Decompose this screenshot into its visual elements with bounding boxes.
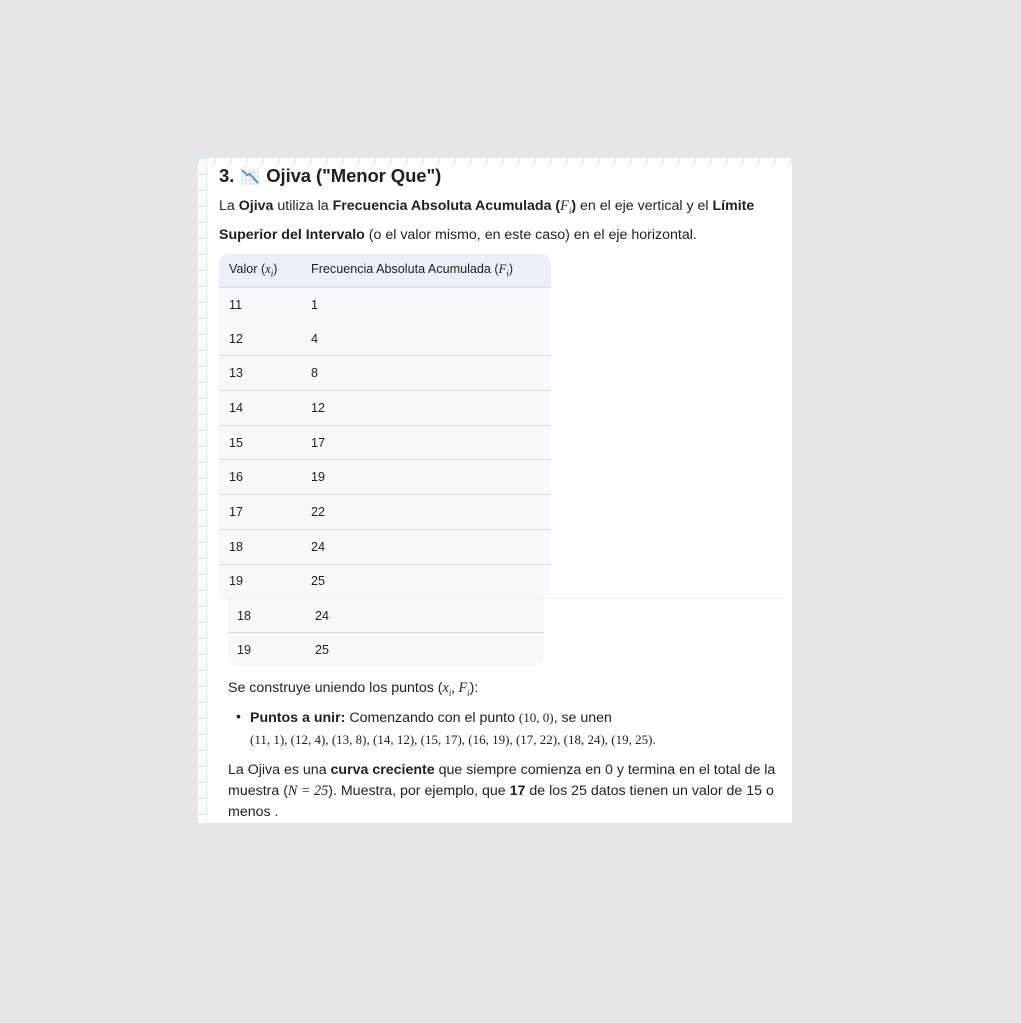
points-list: (11, 1), (12, 4), (13, 8), (14, 12), (15, 17), (16, 19), (17, 22), (18, 24), (19, 25). xyxy=(250,732,656,747)
cell-valor: 19 xyxy=(219,564,301,598)
table-row xyxy=(219,529,551,564)
cell-valor: 16 xyxy=(219,460,301,495)
cell-valor: 17 xyxy=(219,495,301,530)
column-header-frecuencia: Frecuencia Absoluta Acumulada $(F_i)$ xyxy=(301,254,551,288)
conclusion-paragraph: La Ojiva es una curva creciente que siempre comienza en 0 y termina en el total de la muestra (N = 25). Muestra, por ejemplo, que 17 de los 25 datos tienen un valor de 15 o menos . xyxy=(228,762,776,820)
cell-frecuencia: 19 xyxy=(301,460,551,495)
cell-frecuencia: 24 xyxy=(315,608,330,623)
table-row xyxy=(219,391,551,426)
cell-valor: 11 xyxy=(219,288,301,322)
cell-frecuencia: 4 xyxy=(311,331,319,346)
table-row xyxy=(219,460,551,495)
section-number: 3. xyxy=(219,165,235,186)
table-row xyxy=(219,356,551,391)
cell-valor: 12 xyxy=(229,331,244,346)
cell-valor: 19 xyxy=(228,633,306,667)
cell-frecuencia: 17 xyxy=(301,425,551,460)
table-row xyxy=(219,564,551,598)
table-row xyxy=(228,633,544,667)
table-row xyxy=(219,425,551,460)
section-heading xyxy=(219,165,441,187)
cell-valor: 13 xyxy=(219,356,301,391)
grid-edge-left xyxy=(198,158,207,823)
cell-valor: 15 xyxy=(219,425,301,460)
frequency-table xyxy=(219,254,551,598)
section-title: Ojiva ("Menor Que") xyxy=(266,165,442,186)
cell-valor: 18 xyxy=(219,529,301,564)
cell-frecuencia: 12 xyxy=(301,391,551,426)
cell-frecuencia: 1 xyxy=(301,288,551,322)
cell-frecuencia: 25 xyxy=(301,564,551,598)
grid-edge-top xyxy=(198,158,792,164)
cell-frecuencia: 24 xyxy=(301,529,551,564)
cell-frecuencia: 25 xyxy=(306,633,544,667)
table-row xyxy=(219,322,551,356)
points-bullet: • Puntos a unir: Comenzando con el punto (10, 0), se unen (11, 1), (12, 4), (13, 8), (14, 12), (15, 17), (16, 19), (17, 22), (18, 24), (19, 25). xyxy=(250,707,780,751)
cell-valor: 18 xyxy=(237,608,252,623)
document-page xyxy=(198,158,792,823)
intro-paragraph: La Ojiva utiliza la Frecuencia Absoluta Acumulada $(F_i)$ en el eje vertical y el Límite Superior del Intervalo (o el valor mismo, en este caso) en el eje horizontal. xyxy=(219,198,755,243)
chart-decreasing-icon xyxy=(240,166,260,186)
table-header-row xyxy=(219,254,551,288)
table-row xyxy=(228,599,544,633)
cell-valor: 14 xyxy=(219,391,301,426)
frequency-table-continued xyxy=(228,599,544,666)
table-row xyxy=(219,495,551,530)
cell-frecuencia: 22 xyxy=(301,495,551,530)
cell-frecuencia: 8 xyxy=(301,356,551,391)
table-row xyxy=(219,288,551,322)
construction-paragraph: Se construye uniendo los puntos ($x_i$, $F_i$): xyxy=(228,680,479,698)
bullet-label: Puntos a unir: xyxy=(250,710,346,726)
column-header-valor: Valor $(x_i)$ xyxy=(219,254,301,288)
